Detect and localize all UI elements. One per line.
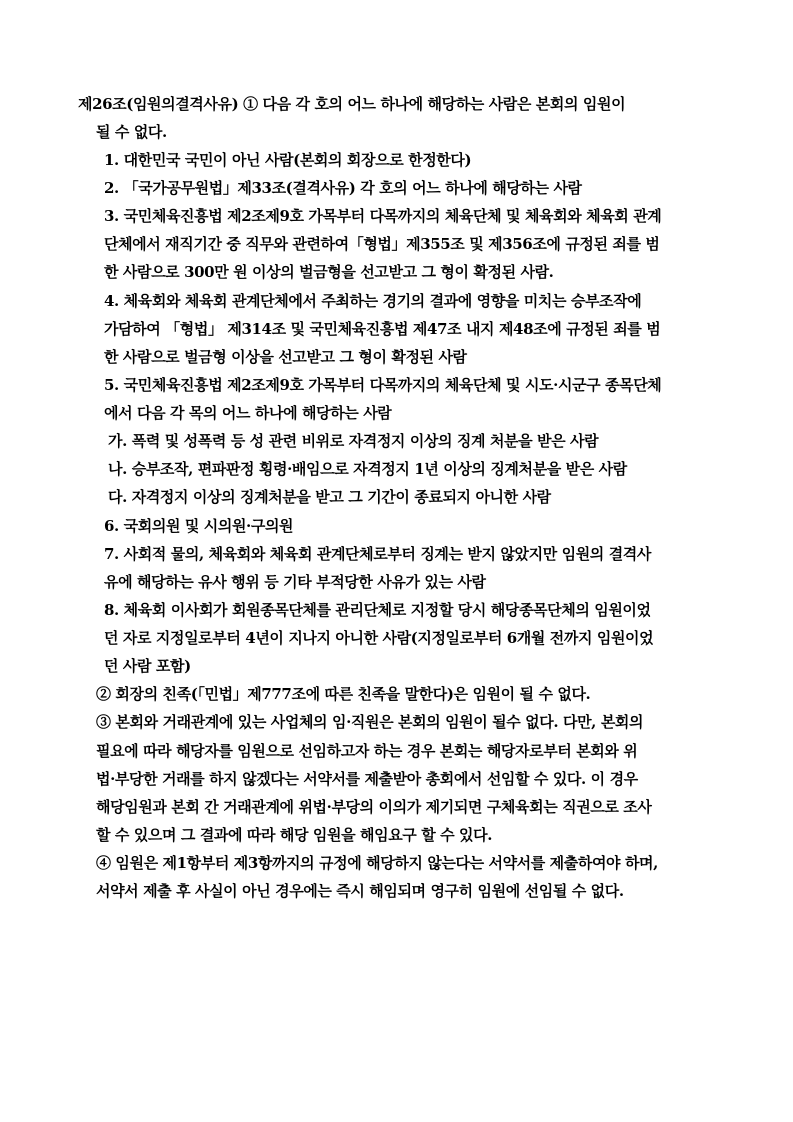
paragraph-3-line-3: 법·부당한 거래를 하지 않겠다는 서약서를 제출받아 총회에서 선임할 수 있다. 이 경우: [96, 770, 638, 788]
article-heading-continuation: 될 수 없다.: [96, 123, 167, 141]
paragraph-2: ② 회장의 친족(「민법」제777조에 따른 친족을 말한다)은 임원이 될 수 없다.: [96, 685, 591, 703]
item-4-line-2: 가담하여 「형법」 제314조 및 국민체육진흥법 제47조 내지 제48조에 규정된 죄를 범: [104, 320, 661, 338]
item-8-line-2: 던 자로 지정일로부터 4년이 지나지 아니한 사람(지정일로부터 6개월 전까지 임원이었: [104, 629, 654, 647]
paragraph-3-line-5: 할 수 있으며 그 결과에 따라 해당 임원을 해임요구 할 수 있다.: [96, 826, 493, 844]
paragraph-3-line-4: 해당임원과 본회 간 거래관계에 위법·부당의 이의가 제기되면 구체육회는 직권으로 조사: [96, 798, 652, 816]
item-7-line-1: 7. 사회적 물의, 체육회와 체육회 관계단체로부터 징계는 받지 않았지만 임원의 결격사: [104, 545, 651, 563]
item-1: 1. 대한민국 국민이 아닌 사람(본회의 회장으로 한정한다): [104, 151, 472, 169]
subitem-ga: 가. 폭력 및 성폭력 등 성 관련 비위로 자격정지 이상의 징계 처분을 받은 사람: [108, 432, 599, 450]
paragraph-3-line-2: 필요에 따라 해당자를 임원으로 선임하고자 하는 경우 본회는 해당자로부터 본회와 위: [96, 742, 638, 760]
subitem-na: 나. 승부조작, 편파판정 횡령·배임으로 자격정지 1년 이상의 징계처분을 받은 사람: [108, 460, 627, 478]
item-3-line-2: 단체에서 재직기간 중 직무와 관련하여「형법」제355조 및 제356조에 규정된 죄를 범: [104, 235, 660, 253]
item-4-line-1: 4. 체육회와 체육회 관계단체에서 주최하는 경기의 결과에 영향을 미치는 승부조작에: [104, 292, 642, 310]
item-5-line-2: 에서 다음 각 목의 어느 하나에 해당하는 사람: [104, 404, 392, 422]
item-8-line-3: 던 사람 포함): [104, 657, 191, 675]
item-2: 2. 「국가공무원법」제33조(결격사유) 각 호의 어느 하나에 해당하는 사람: [104, 179, 582, 197]
paragraph-3-line-1: ③ 본회와 거래관계에 있는 사업체의 임·직원은 본회의 임원이 될수 없다. 다만, 본회의: [96, 713, 644, 731]
item-8-line-1: 8. 체육회 이사회가 회원종목단체를 관리단체로 지정할 당시 해당종목단체의 임원이었: [104, 601, 651, 619]
subitem-da: 다. 자격정지 이상의 징계처분을 받고 그 기간이 종료되지 아니한 사람: [108, 488, 551, 506]
item-3-line-1: 3. 국민체육진흥법 제2조제9호 가목부터 다목까지의 체육단체 및 체육회와 체육회 관계: [104, 207, 662, 225]
paragraph-4-line-2: 서약서 제출 후 사실이 아닌 경우에는 즉시 해임되며 영구히 임원에 선임될 수 없다.: [96, 882, 624, 900]
item-6: 6. 국회의원 및 시의원·구의원: [104, 517, 294, 535]
item-5-line-1: 5. 국민체육진흥법 제2조제9호 가목부터 다목까지의 체육단체 및 시도·시군구 종목단체: [104, 376, 662, 394]
article-heading-line: 제26조(임원의결격사유) ① 다음 각 호의 어느 하나에 해당하는 사람은 본회의 임원이: [78, 95, 626, 113]
item-7-line-2: 유에 해당하는 유사 행위 등 기타 부적당한 사유가 있는 사람: [104, 573, 486, 591]
paragraph-4-line-1: ④ 임원은 제1항부터 제3항까지의 규정에 해당하지 않는다는 서약서를 제출하여야 하며,: [96, 854, 658, 872]
item-4-line-3: 한 사람으로 벌금형 이상을 선고받고 그 형이 확정된 사람: [104, 348, 467, 366]
item-3-line-3: 한 사람으로 300만 원 이상의 벌금형을 선고받고 그 형이 확정된 사람.: [104, 263, 554, 281]
